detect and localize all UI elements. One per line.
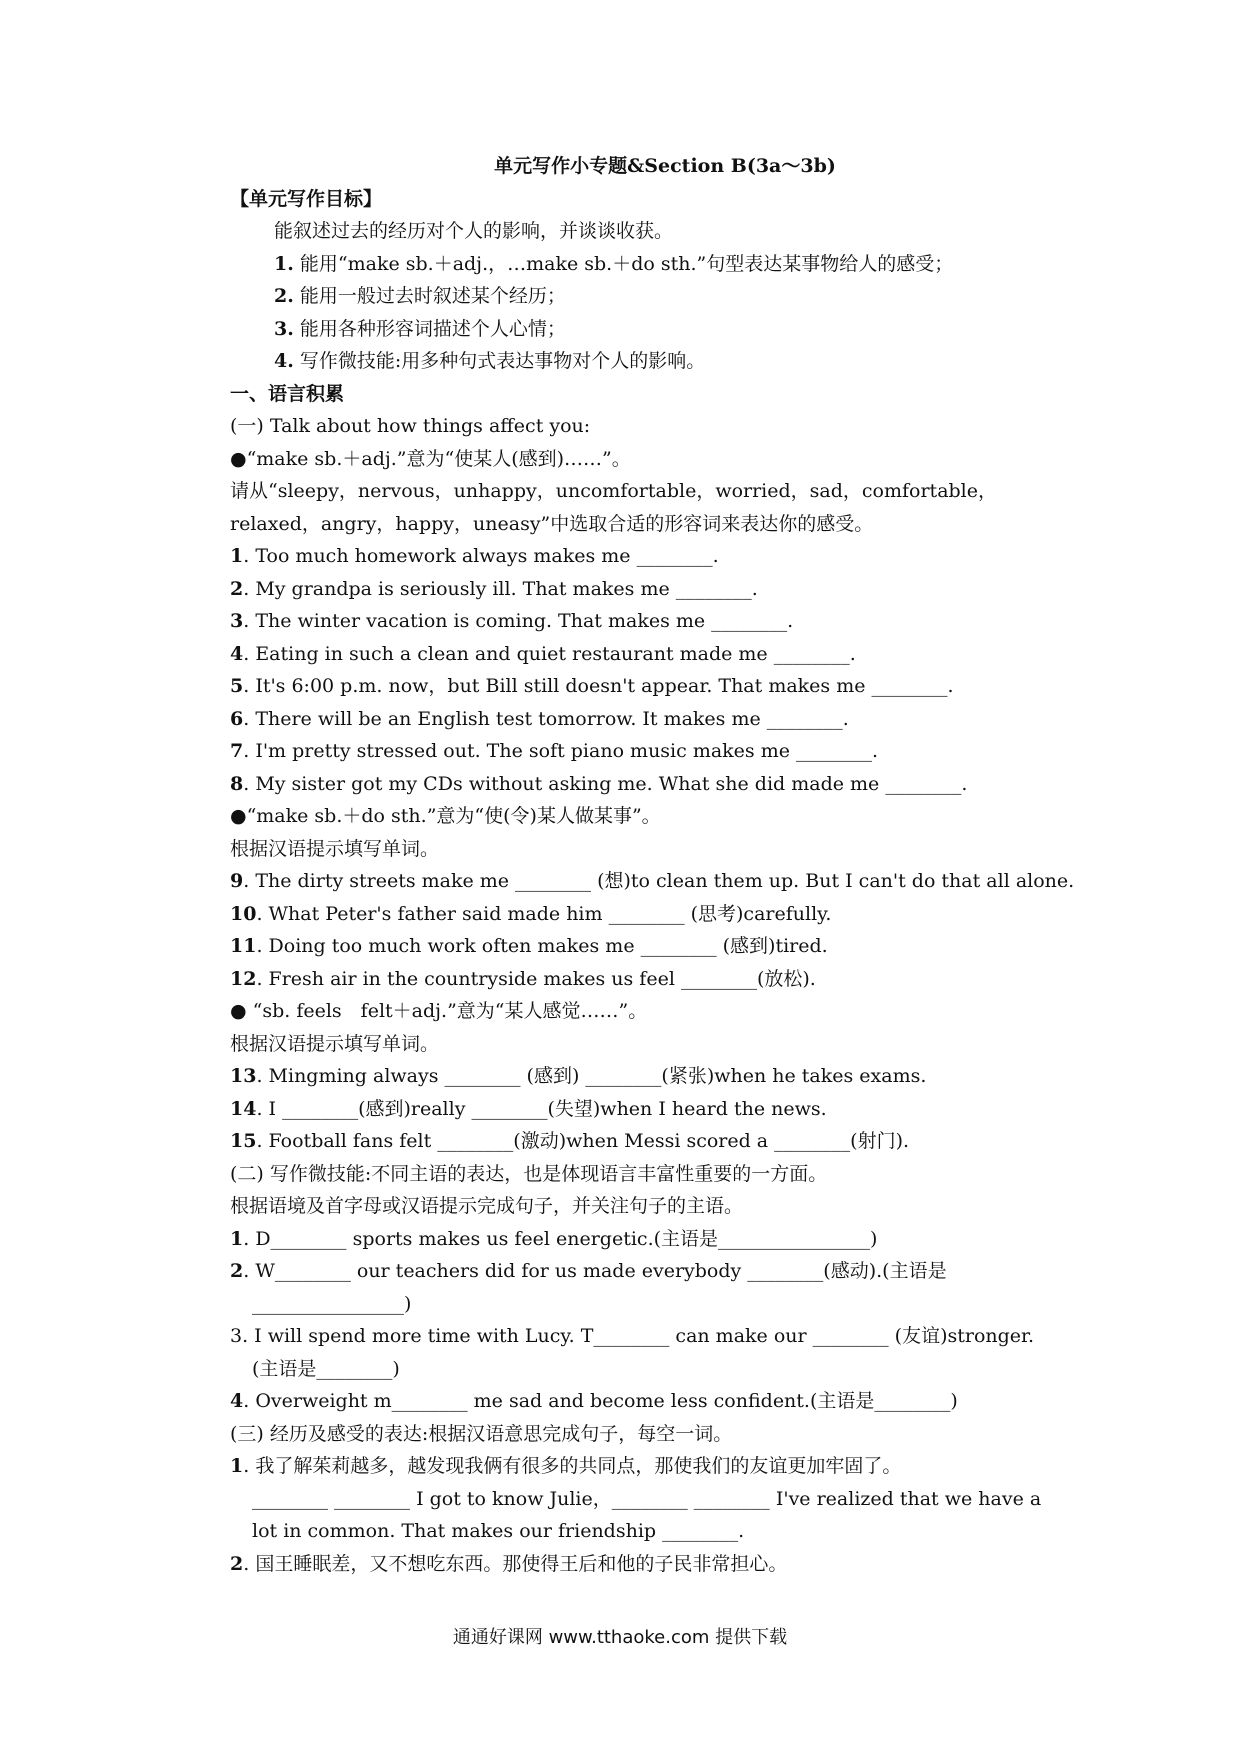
exercise-list-e [230, 1450, 1060, 1580]
item-number: 8 [230, 772, 244, 795]
item-text: . W________ our teachers did for us made everybody ________(感动).(主语是________________) [243, 1260, 947, 1315]
goal-number: 4. [274, 350, 294, 372]
item-number: 2 [230, 1552, 244, 1575]
instruction-text: 根据汉语提示填写单词。 [230, 837, 440, 860]
exercise-item [230, 898, 1060, 931]
item-number: 5 [230, 675, 244, 697]
goal-item [274, 313, 1060, 346]
item-number: 11 [230, 935, 257, 957]
item-number: 7 [230, 740, 244, 762]
item-text: . My grandpa is seriously ill. That makes me ________. [243, 577, 758, 600]
item-text: . I'm pretty stressed out. The soft piano music makes me ________. [243, 740, 879, 762]
exercise-item [230, 1548, 1060, 1581]
item-number: 15 [230, 1130, 257, 1152]
goal-text: 写作微技能:用多种句式表达事物对个人的影响。 [293, 350, 706, 372]
item-text: . Too much homework always makes me ________. [243, 545, 719, 567]
item-text: . I will spend more time with Lucy. T________ can make our ________ (友谊)stronger.(主语是________) [242, 1325, 1035, 1380]
exercise-item [230, 1320, 1060, 1385]
goal-list [230, 248, 1060, 378]
item-text: . 我了解茱莉越多，越发现我俩有很多的共同点，那使我们的友谊更加牢固了。 [243, 1455, 902, 1477]
item-number: 1 [230, 545, 244, 567]
item-text: . Fresh air in the countryside makes us feel ________(放松). [256, 967, 816, 990]
exercise-item [230, 768, 1060, 801]
exercise-item [230, 1255, 1060, 1320]
goal-number: 1. [274, 252, 294, 275]
bullet-rule: ●“make sb.＋adj.”意为“使某人(感到)……”。 [230, 447, 631, 470]
item-number: 2 [230, 577, 244, 600]
exercise-item [230, 1450, 1060, 1483]
bullet-rule: ● “sb. feels felt＋adj.”意为“某人感觉……”。 [230, 1000, 648, 1022]
goal-item [274, 248, 1060, 281]
exercise-item [230, 1125, 1060, 1158]
exercise-item [230, 865, 1075, 898]
item-text: . The dirty streets make me ________ (想)to clean them up. But I can't do that all alone. [243, 870, 1075, 892]
exercise-item [230, 540, 1060, 573]
exercise-list-d [230, 1223, 1060, 1418]
item-text: . My sister got my CDs without asking me. What she did made me ________. [243, 772, 968, 795]
item-number: 1 [230, 1455, 244, 1477]
item-text: . Doing too much work often makes me ________ (感到)tired. [256, 935, 828, 957]
exercise-item [230, 1385, 1060, 1418]
subsection-heading: (三) 经历及感受的表达:根据汉语意思完成句子，每空一词。 [230, 1422, 733, 1445]
subsection-heading: (二) 写作微技能:不同主语的表达，也是体现语言丰富性重要的一方面。 [230, 1162, 828, 1185]
goal-text: 能用各种形容词描述个人心情； [293, 317, 566, 340]
item-text: . D________ sports makes us feel energetic.(主语是________________) [243, 1227, 878, 1250]
exercise-item [230, 638, 1060, 671]
exercise-item [230, 963, 1060, 996]
item-number: 10 [230, 902, 257, 925]
instruction-text: 请从“sleepy，nervous，unhappy，uncomfortable，worried，sad，comfortable，relaxed，angry，happy，uneasy”中选取合适的形容词来表达你的感受。 [230, 480, 998, 535]
worksheet-content [230, 150, 1075, 1580]
item-number: 3 [230, 1325, 243, 1347]
exercise-item [230, 670, 1060, 703]
page-title: 单元写作小专题&Section B(3a～3b) [494, 155, 836, 177]
goal-item [274, 280, 1060, 313]
item-text: . There will be an English test tomorrow. It makes me ________. [243, 707, 849, 730]
goal-number: 2. [274, 285, 294, 307]
instruction-text: 根据汉语提示填写单词。 [230, 1032, 440, 1055]
exercise-item [230, 605, 1060, 638]
subsection-heading: (一) Talk about how things affect you: [230, 415, 591, 437]
goal-item [274, 345, 1060, 378]
exercise-list-b [230, 865, 1075, 995]
exercise-list-a [230, 540, 1060, 800]
exercise-list-c [230, 1060, 1060, 1158]
item-text: . Mingming always ________ (感到) ________(紧张)when he takes exams. [256, 1065, 927, 1087]
item-number: 2 [230, 1260, 244, 1282]
goal-heading: 【单元写作目标】 [230, 187, 383, 210]
exercise-item [230, 1060, 1060, 1093]
exercise-item [230, 930, 1060, 963]
item-text: . The winter vacation is coming. That makes me ________. [243, 610, 794, 632]
exercise-answer-line: ________ ________ I got to know Julie，________ ________ I've realized that we have a lot in common. That makes our friendship ________. [252, 1487, 1042, 1542]
item-text: . I ________(感到)really ________(失望)when I heard the news. [256, 1097, 827, 1120]
goal-intro: 能叙述过去的经历对个人的影响，并谈谈收获。 [274, 220, 674, 242]
item-number: 9 [230, 870, 244, 892]
exercise-item [230, 1223, 1060, 1256]
item-number: 4 [230, 642, 244, 665]
goal-text: 能用一般过去时叙述某个经历； [293, 285, 566, 307]
item-number: 14 [230, 1097, 257, 1120]
exercise-item [230, 1093, 1060, 1126]
exercise-item [230, 703, 1060, 736]
bullet-rule: ●“make sb.＋do sth.”意为“使(令)某人做某事”。 [230, 805, 661, 827]
goal-text: 能用“make sb.＋adj.，…make sb.＋do sth.”句型表达某事物给人的感受； [293, 252, 954, 275]
instruction-text: 根据语境及首字母或汉语提示完成句子，并关注句子的主语。 [230, 1195, 744, 1217]
part1-heading: 一、语言积累 [230, 382, 345, 405]
page-footer: 通通好课网 www.tthaoke.com 提供下载 [452, 1627, 788, 1648]
item-text: . It's 6:00 p.m. now，but Bill still doesn't appear. That makes me ________. [243, 675, 954, 697]
item-text: . 国王睡眠差，又不想吃东西。那使得王后和他的子民非常担心。 [243, 1552, 788, 1575]
item-text: . What Peter's father said made him ________ (思考)carefully. [256, 902, 832, 925]
item-text: . Overweight m________ me sad and become less confident.(主语是________) [243, 1390, 958, 1412]
item-number: 4 [230, 1390, 244, 1412]
exercise-item [230, 573, 1060, 606]
goal-number: 3. [274, 317, 294, 340]
item-number: 13 [230, 1065, 257, 1087]
item-text: . Eating in such a clean and quiet restaurant made me ________. [243, 642, 856, 665]
item-number: 1 [230, 1227, 244, 1250]
exercise-item [230, 735, 1060, 768]
item-text: . Football fans felt ________(激动)when Messi scored a ________(射门). [256, 1130, 910, 1152]
item-number: 6 [230, 707, 244, 730]
item-number: 3 [230, 610, 244, 632]
item-number: 12 [230, 967, 257, 990]
